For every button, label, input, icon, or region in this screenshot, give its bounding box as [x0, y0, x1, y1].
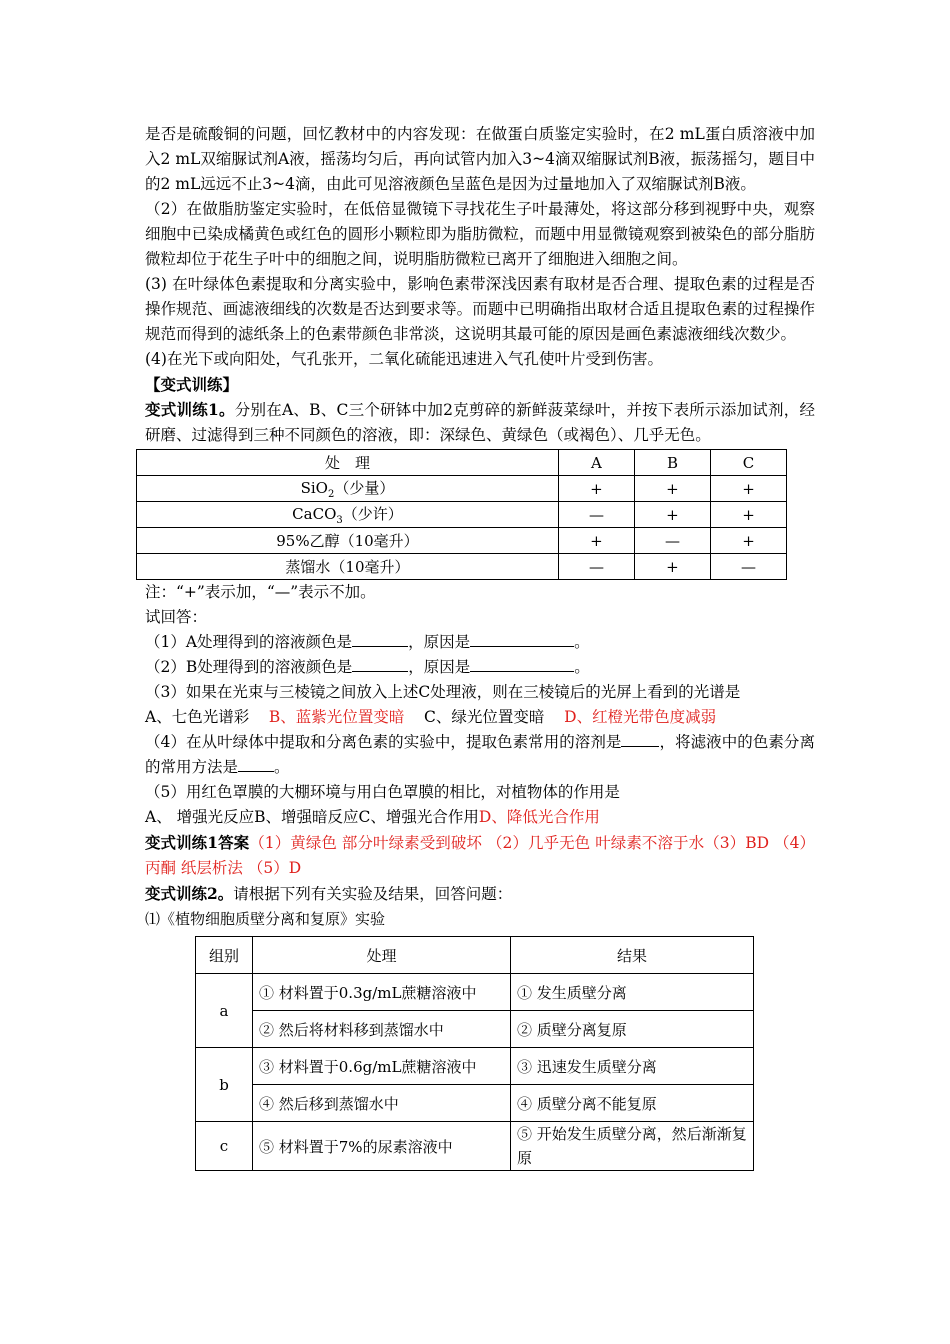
group-cell: c — [196, 1122, 253, 1171]
reagent-table — [136, 449, 787, 580]
header-cell: 处理 — [253, 937, 511, 974]
treatment-cell: ⑤ 材料置于7%的尿素溶液中 — [253, 1122, 511, 1171]
question-4-text-b: ，将滤液中的色素分离的常用方法是 — [145, 733, 815, 776]
mark-cell: + — [710, 502, 786, 528]
header-cell: 结果 — [511, 937, 754, 974]
mark-cell: + — [634, 502, 710, 528]
question-5-options — [145, 805, 815, 830]
question-5: （5）用红色罩膜的大棚环境与用白色罩膜的相比，对植物体的作用是 — [145, 783, 620, 801]
result-cell: ④ 质壁分离不能复原 — [511, 1085, 754, 1122]
exercise-1-intro — [145, 397, 815, 448]
document-page — [145, 122, 815, 1171]
treatment-cell: ④ 然后移到蒸馏水中 — [253, 1085, 511, 1122]
mark-cell: + — [558, 476, 634, 502]
table-row — [196, 1122, 754, 1171]
reagent-amount: （少量） — [334, 479, 395, 497]
analysis-paragraph-1: 是否是硫酸铜的问题，回忆教材中的内容发现：在做蛋白质鉴定实验时，在2 mL蛋白质溶液中加入2 mL双缩脲试剂A液，摇荡均匀后，再向试管内加入3~4滴双缩脲试剂B液，振荡摇匀，题目中的2 mL远远不止3~4滴，由此可见溶液颜色呈蓝色是因为过量地加入了双缩脲试剂B液。 — [145, 125, 815, 193]
reagent-name: CaCO — [292, 505, 337, 523]
treatment-cell: ③ 材料置于0.6g/mL蔗糖溶液中 — [253, 1048, 511, 1085]
exercise-1-label: 变式训练1。 — [145, 400, 235, 419]
answer-blank[interactable] — [621, 731, 659, 747]
analysis-paragraph-3: (3) 在叶绿体色素提取和分离实验中，影响色素带深浅因素有取材是否合理、提取色素的过程是否操作规范、画滤液细线的次数是否达到要求等。而题中已明确指出取材合适且提取色素的过程操作规范而得到的滤纸条上的色素带颜色非常淡，这说明其最可能的原因是画色素滤液细线次数少。 — [145, 275, 815, 343]
table-row — [137, 502, 787, 528]
exercise-2-intro — [145, 881, 815, 907]
result-cell: ⑤ 开始发生质壁分离，然后渐渐复原 — [511, 1122, 754, 1171]
plasmolysis-table — [195, 936, 754, 1171]
mark-cell: + — [634, 554, 710, 580]
table-row — [196, 1085, 754, 1122]
question-1-end: 。 — [574, 633, 590, 651]
reagent-subscript: 3 — [336, 515, 343, 526]
question-2-text: （2）B处理得到的溶液颜色是 — [145, 658, 353, 676]
question-1 — [145, 630, 815, 655]
exercise-2-text: 请根据下列有关实验及结果，回答问题： — [233, 885, 513, 903]
table-note: 注：“+”表示加，“—”表示不加。 — [145, 583, 376, 601]
mark-cell: — — [710, 554, 786, 580]
question-3: （3）如果在光束与三棱镜之间放入上述C处理液，则在三棱镜后的光屏上看到的光谱是 — [145, 683, 741, 701]
table-header-row — [137, 450, 787, 476]
result-cell: ③ 迅速发生质壁分离 — [511, 1048, 754, 1085]
answer-blank[interactable] — [352, 656, 408, 672]
section-title: 【变式训练】 — [145, 375, 239, 394]
table-header-row — [196, 937, 754, 974]
answer-prompt: 试回答： — [145, 608, 208, 626]
reagent-cell: 蒸馏水（10毫升） — [137, 554, 559, 580]
table-row — [196, 1048, 754, 1085]
option-c: C、增强光合作用 — [358, 808, 479, 826]
header-cell: A — [558, 450, 634, 476]
answer-blank[interactable] — [238, 756, 274, 772]
question-4-text: （4）在从叶绿体中提取和分离色素的实验中，提取色素常用的溶剂是 — [145, 733, 622, 751]
option-a: A、七色光谱彩 — [145, 708, 250, 726]
answer-text: （1）黄绿色 部分叶绿素受到破坏 （2）几乎无色 叶绿素不溶于水（3）BD （4）丙酮 纸层析法 （5）D — [145, 834, 815, 877]
mark-cell: — — [558, 502, 634, 528]
option-d: D、红橙光带色度减弱 — [564, 708, 717, 726]
option-a: A、 增强光反应 — [145, 808, 255, 826]
question-1-text-b: ，原因是 — [408, 633, 471, 651]
table-row — [137, 528, 787, 554]
table-row — [196, 974, 754, 1011]
option-c: C、绿光位置变暗 — [424, 708, 545, 726]
question-2-text-b: ，原因是 — [408, 658, 471, 676]
result-cell: ② 质壁分离复原 — [511, 1011, 754, 1048]
exercise-1-text: 分别在A、B、C三个研钵中加2克剪碎的新鲜菠菜绿叶，并按下表所示添加试剂，经研磨、过滤得到三种不同颜色的溶液，即：深绿色、黄绿色（或褐色）、几乎无色。 — [145, 401, 815, 444]
mark-cell: + — [710, 476, 786, 502]
answer-blank[interactable] — [470, 656, 574, 672]
reagent-cell: 95%乙醇（10毫升） — [137, 528, 559, 554]
analysis-paragraph-4: (4)在光下或向阳处，气孔张开，二氧化硫能迅速进入气孔使叶片受到伤害。 — [145, 350, 663, 368]
exercise-2-label: 变式训练2。 — [145, 884, 234, 903]
exercise-1-answer — [145, 830, 815, 881]
question-2 — [145, 655, 815, 680]
header-cell: 处 理 — [137, 450, 559, 476]
treatment-cell: ② 然后将材料移到蒸馏水中 — [253, 1011, 511, 1048]
option-d: D、降低光合作用 — [478, 808, 600, 826]
table-row — [137, 554, 787, 580]
reagent-name: SiO — [300, 479, 328, 497]
group-cell: a — [196, 974, 253, 1048]
sub-question-1: ⑴《植物细胞质壁分离和复原》实验 — [145, 910, 386, 928]
reagent-cell — [137, 502, 559, 528]
option-b: B、蓝紫光位置变暗 — [268, 708, 405, 726]
mark-cell: + — [634, 476, 710, 502]
table-row — [137, 476, 787, 502]
treatment-cell: ① 材料置于0.3g/mL蔗糖溶液中 — [253, 974, 511, 1011]
header-cell: 组别 — [196, 937, 253, 974]
option-b: B、增强暗反应 — [254, 808, 359, 826]
mark-cell: + — [558, 528, 634, 554]
analysis-paragraph-2: （2）在做脂肪鉴定实验时，在低倍显微镜下寻找花生子叶最薄处，将这部分移到视野中央，观察细胞中已染成橘黄色或红色的圆形小颗粒即为脂肪微粒，而题中用显微镜观察到被染色的部分脂肪微粒却位于花生子叶中的细胞之间，说明脂肪微粒已离开了细胞进入细胞之间。 — [145, 200, 815, 268]
question-3-options — [145, 705, 815, 730]
reagent-cell — [137, 476, 559, 502]
answer-label: 变式训练1答案 — [145, 833, 250, 852]
question-4-end: 。 — [274, 758, 290, 776]
header-cell: C — [710, 450, 786, 476]
answer-blank[interactable] — [470, 631, 574, 647]
result-cell: ① 发生质壁分离 — [511, 974, 754, 1011]
question-4 — [145, 730, 815, 780]
reagent-amount: （少许） — [342, 505, 403, 523]
question-2-end: 。 — [574, 658, 590, 676]
mark-cell: — — [634, 528, 710, 554]
header-cell: B — [634, 450, 710, 476]
answer-blank[interactable] — [352, 631, 408, 647]
group-cell: b — [196, 1048, 253, 1122]
mark-cell: — — [558, 554, 634, 580]
question-1-text: （1）A处理得到的溶液颜色是 — [145, 633, 353, 651]
mark-cell: + — [710, 528, 786, 554]
table-row — [196, 1011, 754, 1048]
reagent-subscript: 2 — [327, 489, 335, 500]
